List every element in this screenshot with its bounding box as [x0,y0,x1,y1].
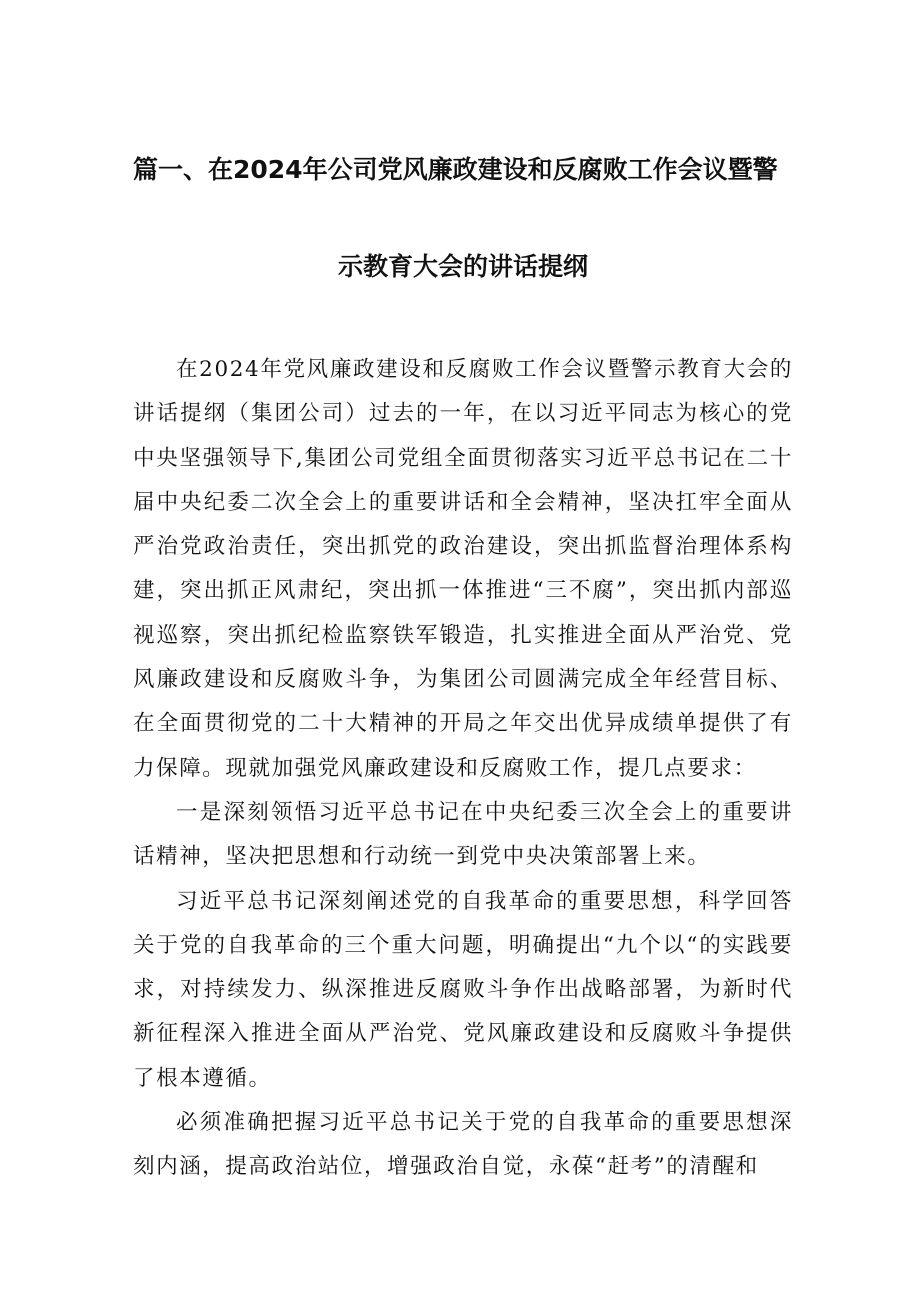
document-body [133,348,793,1190]
document-title-line-1: 篇一、在2024年公司党风廉政建设和反腐败工作会议暨警 [133,155,778,184]
document-title-line-2: 示教育大会的讲话提纲 [338,252,589,281]
body-paragraph: 在2024年党风廉政建设和反腐败工作会议暨警示教育大会的讲话提纲（集团公司）过去的一年，在以习近平同志为核心的党中央坚强领导下,集团公司党组全面贯彻落实习近平总书记在二十届中央纪委二次全会上的重要讲话和全会精神，坚决扛牢全面从严治党政治责任，突出抓党的政治建设，突出抓监督治理体系构建，突出抓正风肃纪，突出抓一体推进“三不腐”，突出抓内部巡视巡察，突出抓纪检监察铁军锻造，扎实推进全面从严治党、党风廉政建设和反腐败斗争，为集团公司圆满完成全年经营目标、在全面贯彻党的二十大精神的开局之年交出优异成绩单提供了有力保障。现就加强党风廉政建设和反腐败工作，提几点要求： [133,357,793,781]
body-paragraph: 习近平总书记深刻阐述党的自我革命的重要思想，科学回答关于党的自我革命的三个重大问题，明确提出“九个以“的实践要求，对持续发力、纵深推进反腐败斗争作出战略部署，为新时代新征程深入推进全面从严治党、党风廉政建设和反腐败斗争提供了根本遵循。 [133,888,793,1091]
body-paragraph: 必须准确把握习近平总书记关于党的自我革命的重要思想深刻内涵，提高政治站位，增强政治自觉，永葆“赶考”的清醒和 [133,1110,793,1180]
body-paragraph: 一是深刻领悟习近平总书记在中央纪委三次全会上的重要讲话精神，坚决把思想和行动统一到党中央决策部署上来。 [133,799,793,870]
